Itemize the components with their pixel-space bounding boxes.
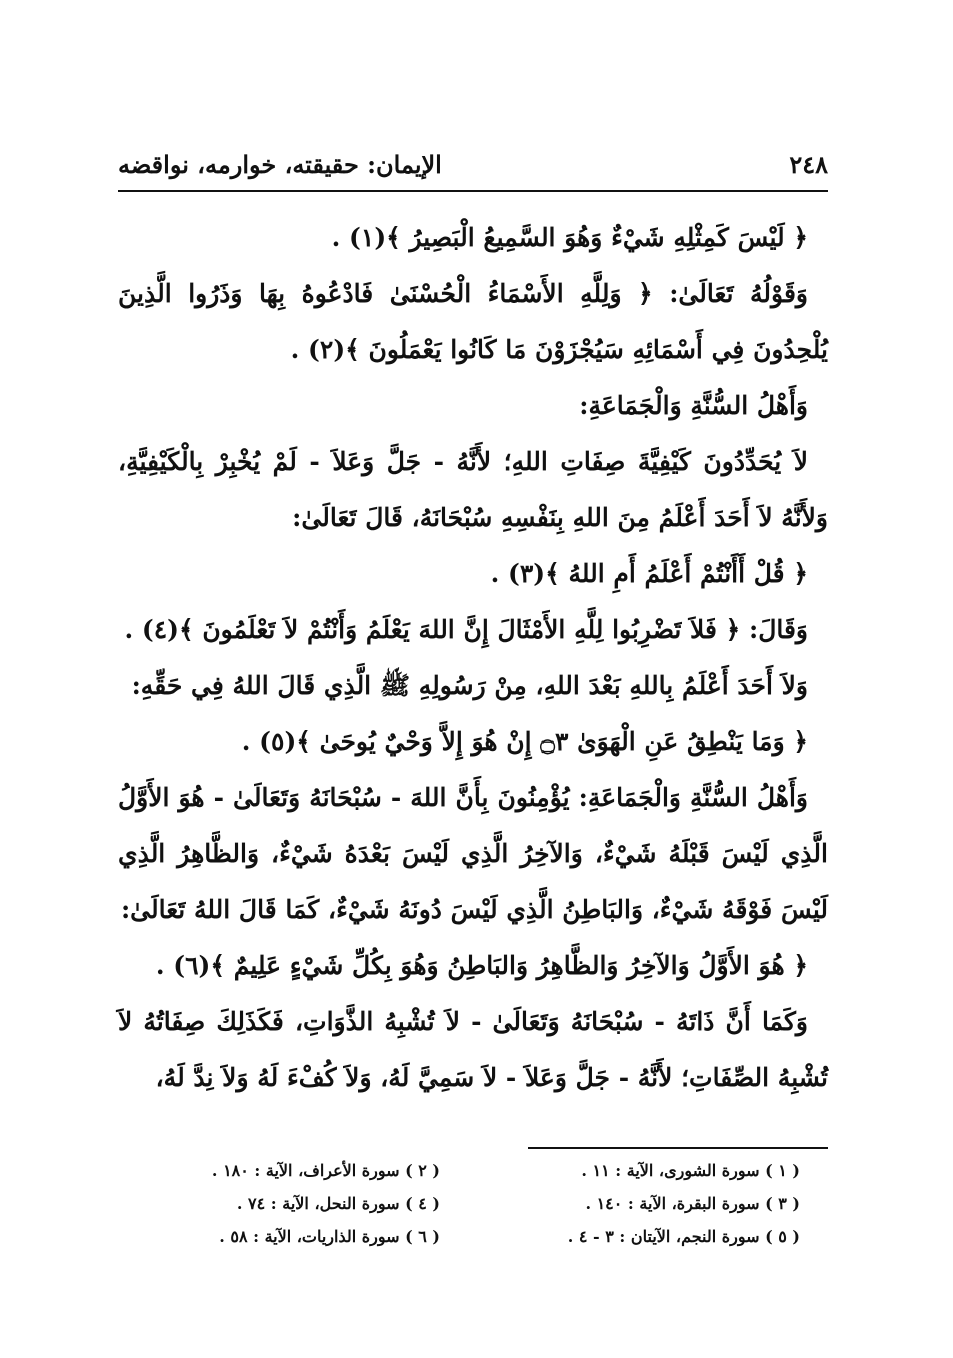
footnote: ( ٢ ) سورة الأعراف، الآية : ١٨٠ . [211, 1161, 440, 1180]
header-rule [118, 190, 828, 192]
footnotes [160, 1154, 800, 1253]
footnote-row [160, 1220, 800, 1253]
footnote: ( ١ ) سورة الشورى، الآية : ١١ . [581, 1161, 800, 1180]
footnote-rule [528, 1147, 828, 1149]
footnote-row [160, 1154, 800, 1187]
quran-verse: ﴿ وَمَا يَنْطِقُ عَنِ الْهَوَىٰ ۝٣ إِنْ هُوَ إِلاَّ وَحْيٌ يُوحَىٰ ﴾(٥) . [241, 727, 808, 756]
paragraph: وَقَالَ: ﴿ فَلاَ تَضْرِبُوا لِلَّهِ الأَمْثَالَ إِنَّ اللهَ يَعْلَمُ وَأَنْتُمْ لاَ تَعْلَمُونَ ﴾(٤) . [124, 615, 808, 644]
main-text [118, 210, 828, 1106]
paragraph: وَقَوْلُهُ تَعَالَىٰ: ﴿ وَلِلَّهِ الأَسْمَاءُ الْحُسْنَىٰ فَادْعُوهُ بِهَا وَذَرُوا الَّذِينَ يُلْحِدُونَ فِي أَسْمَائِهِ سَيُجْزَوْنَ مَا كَانُوا يَعْمَلُونَ ﴾(٢) . [118, 279, 828, 364]
quran-verse: ﴿ لَيْسَ كَمِثْلِهِ شَيْءٌ وَهُوَ السَّمِيعُ الْبَصِيرُ ﴾(١) . [331, 223, 808, 252]
paragraph: وَأَهْلُ السُّنَّةِ وَالْجَمَاعَةِ: يُؤْمِنُونَ بِأَنَّ اللهَ - سُبْحَانَهُ وَتَعَالَىٰ - هُوَ الأَوَّلُ الَّذِي لَيْسَ قَبْلَهُ شَيْءٌ، وَالآخِرُ الَّذِي لَيْسَ بَعْدَهُ شَيْءٌ، وَالظَّاهِرُ الَّذِي لَيْسَ فَوْقَهُ شَيْءٌ، وَالبَاطِنُ الَّذِي لَيْسَ دُونَهُ شَيْءٌ، كَمَا قَالَ اللهُ تَعَالَىٰ: [118, 783, 828, 924]
footnote: ( ٦ ) سورة الذاريات، الآية : ٥٨ . [219, 1227, 440, 1246]
footnote: ( ٤ ) سورة النحل، الآية : ٧٤ . [236, 1194, 440, 1213]
section-heading: وَأَهْلُ السُّنَّةِ وَالْجَمَاعَةِ: [579, 391, 808, 420]
footnote: ( ٣ ) سورة البقرة، الآية : ١٤٠ . [585, 1194, 800, 1213]
paragraph: لاَ يُحَدِّدُونَ كَيْفِيَّةَ صِفَاتِ اللهِ؛ لأَنَّهُ - جَلَّ وَعَلاَ - لَمْ يُخْبِرْ بِالْكَيْفِيَّةِ، وَلأَنَّهُ لاَ أَحَدَ أَعْلَمُ مِنَ اللهِ بِنَفْسِهِ سُبْحَانَهُ، قَالَ تَعَالَىٰ: [118, 447, 828, 532]
footnote-row [160, 1187, 800, 1220]
quran-verse: ﴿ هُوَ الأَوَّلُ وَالآخِرُ وَالظَّاهِرُ وَالبَاطِنُ وَهُوَ بِكُلِّ شَيْءٍ عَلِيمٌ ﴾(٦) . [155, 951, 808, 980]
paragraph: وَكَمَا أَنَّ ذَاتَهُ - سُبْحَانَهُ وَتَعَالَىٰ - لاَ تُشْبِهُ الذَّوَاتِ، فَكَذَلِكَ صِفَاتُهُ لاَ تُشْبِهُ الصِّفَاتِ؛ لأَنَّهُ - جَلَّ وَعَلاَ - لاَ سَمِيَّ لَهُ، وَلاَ كُفْءَ لَهُ وَلاَ نِدَّ لَهُ، [118, 1007, 828, 1092]
page-header [118, 150, 828, 184]
page-number: ٢٤٨ [789, 150, 828, 179]
running-title: الإيمان: حقيقته، خوارمه، نواقضه [118, 150, 442, 179]
paragraph: وَلاَ أَحَدَ أَعْلَمُ بِاللهِ بَعْدَ اللهِ، مِنْ رَسُولِهِ ﷺ الَّذِي قَالَ اللهُ فِي حَقِّهِ: [131, 671, 808, 700]
quran-verse: ﴿ قُلْ أَأَنْتُمْ أَعْلَمُ أَمِ اللهُ ﴾(٣) . [490, 559, 808, 588]
footnote: ( ٥ ) سورة النجم، الآيتان : ٣ - ٤ . [567, 1227, 800, 1246]
